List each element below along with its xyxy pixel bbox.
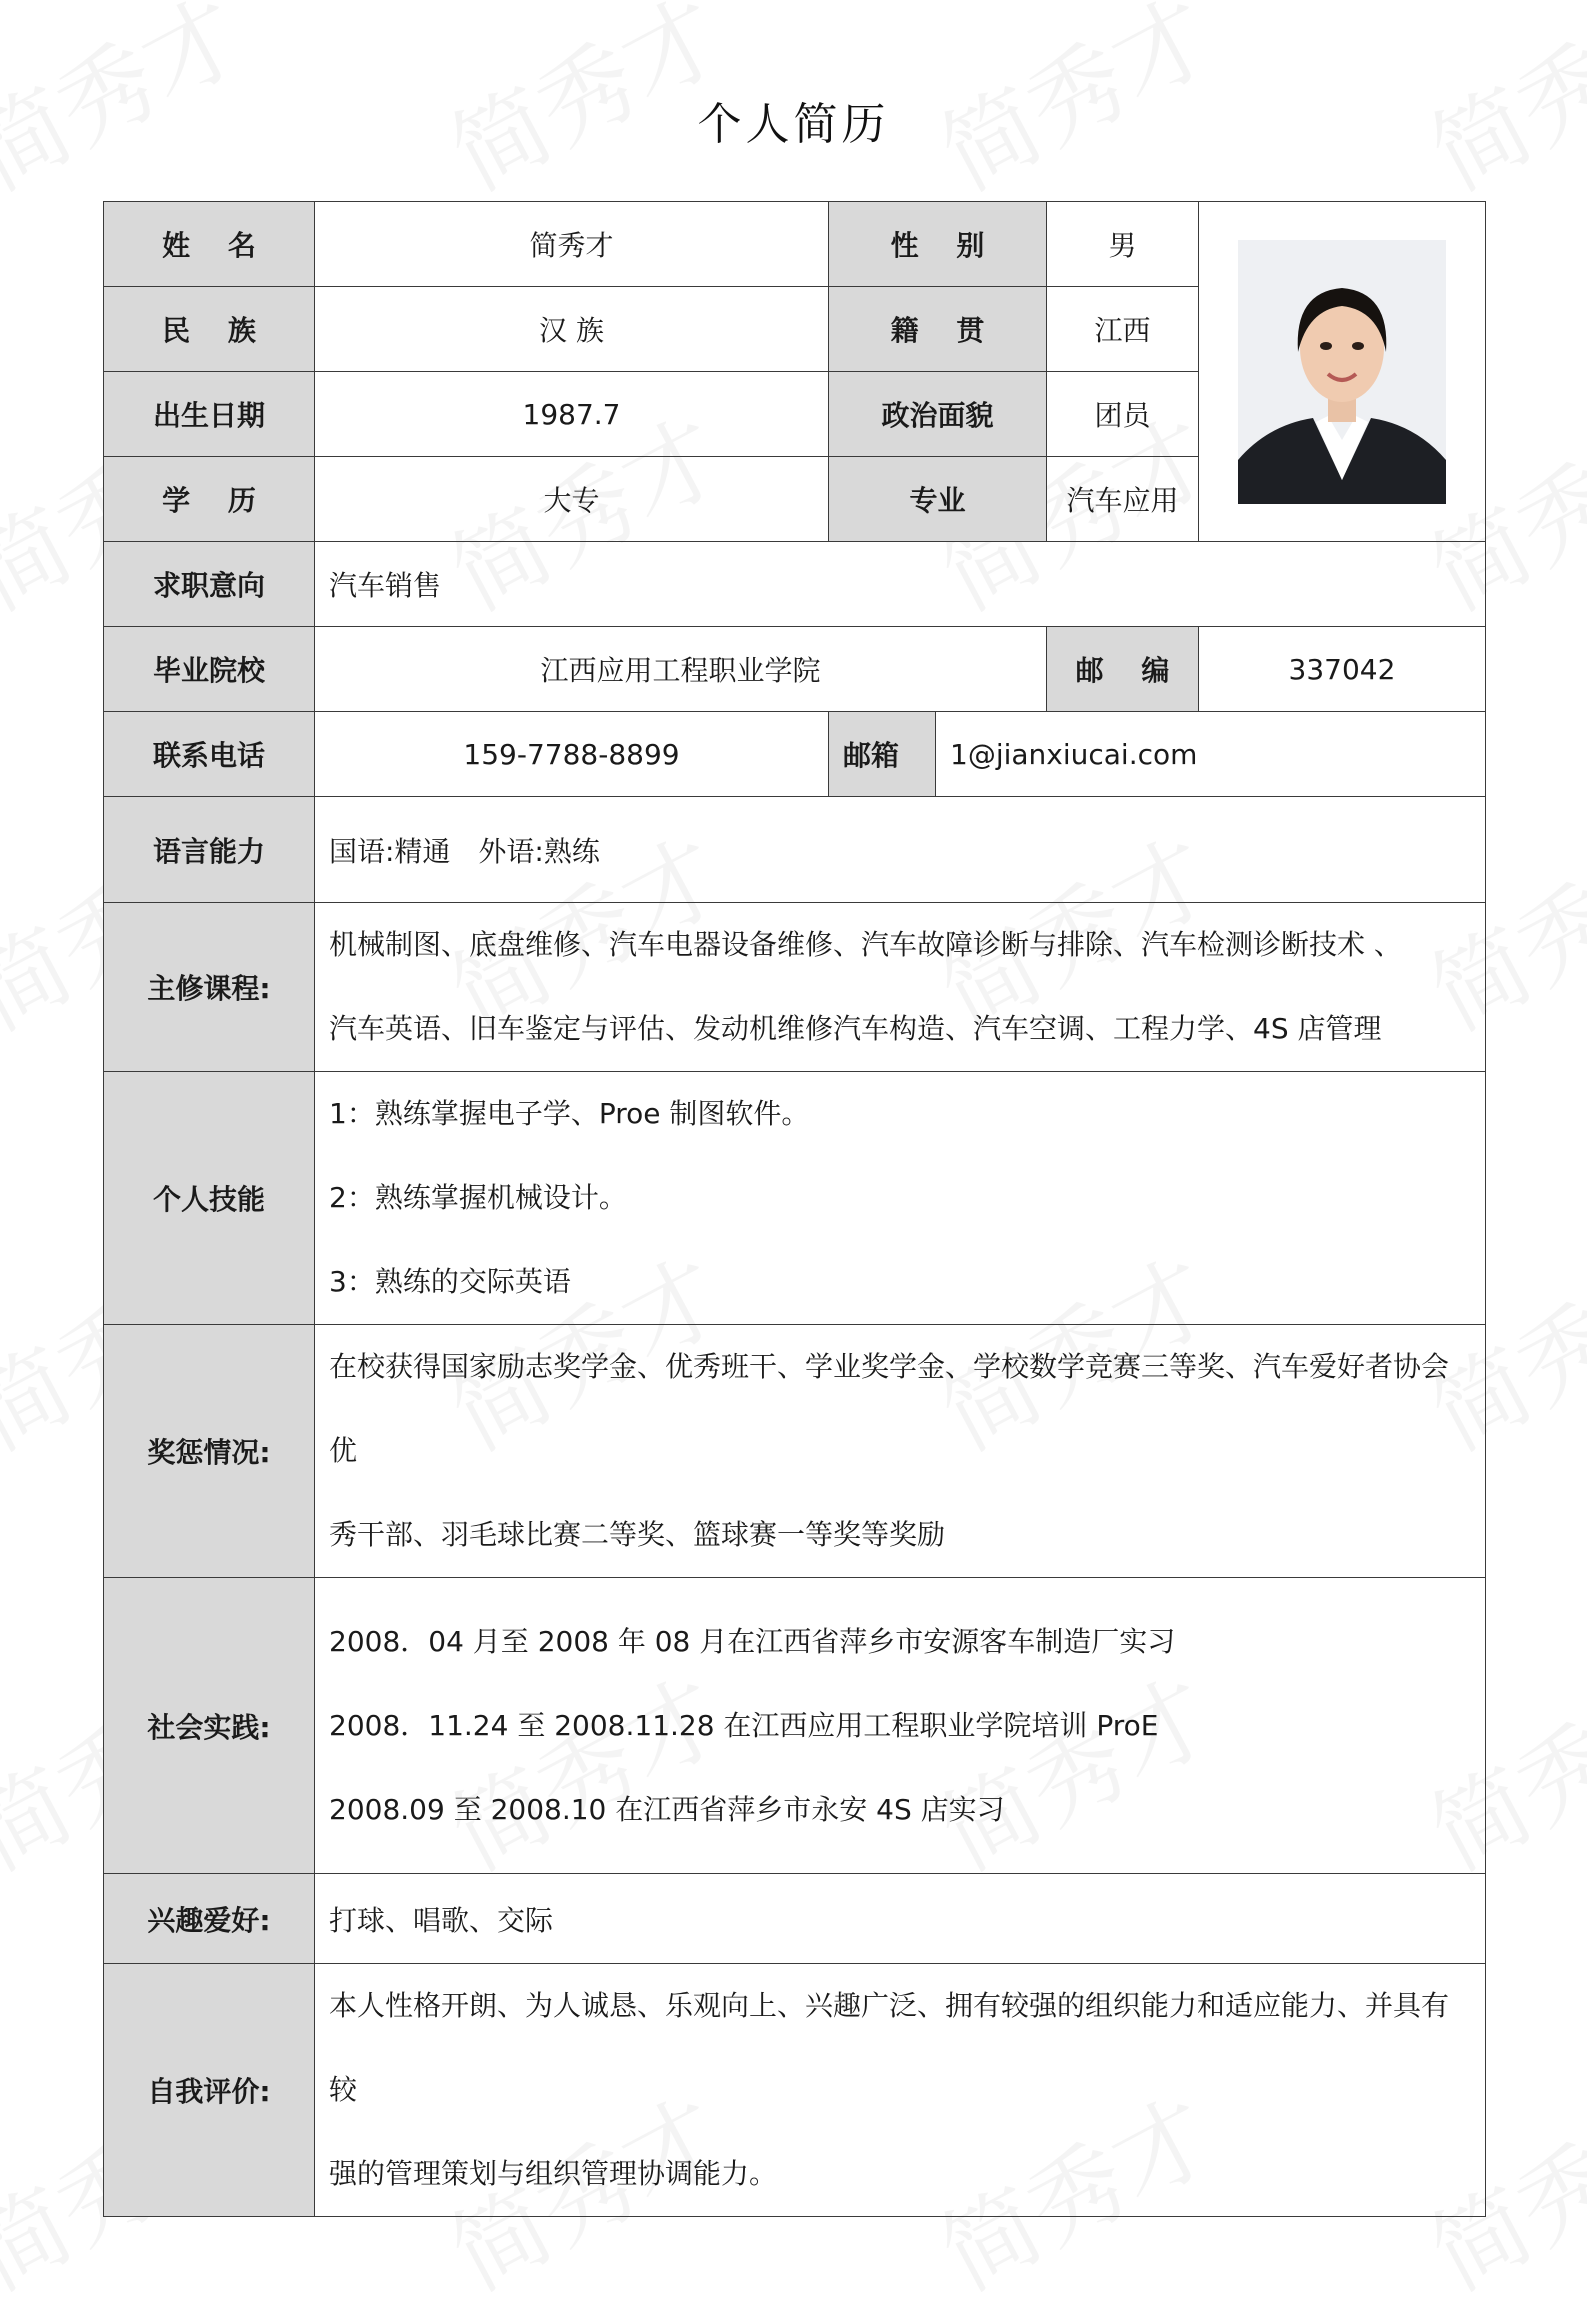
ethnic-label: 民 族 <box>104 287 315 372</box>
skill-line: 3：熟练的交际英语 <box>329 1265 571 1298</box>
awards-value <box>315 1325 1486 1578</box>
name-value: 简秀才 <box>315 202 829 287</box>
school-label: 毕业院校 <box>104 627 315 712</box>
courses-value <box>315 903 1486 1072</box>
row-self <box>104 1964 1486 2217</box>
skills-label: 个人技能 <box>104 1072 315 1325</box>
political-label: 政治面貌 <box>829 372 1047 457</box>
row-school <box>104 627 1486 712</box>
courses-label: 主修课程: <box>104 903 315 1072</box>
phone-label: 联系电话 <box>104 712 315 797</box>
row-skills <box>104 1072 1486 1325</box>
row-name <box>104 202 1486 287</box>
edu-label: 学 历 <box>104 457 315 542</box>
skill-line: 2：熟练掌握机械设计。 <box>329 1181 627 1214</box>
avatar <box>1238 240 1446 504</box>
language-label: 语言能力 <box>104 797 315 903</box>
major-label: 专业 <box>829 457 1047 542</box>
self-label: 自我评价: <box>104 1964 315 2217</box>
zip-label: 邮 编 <box>1047 627 1199 712</box>
gender-value: 男 <box>1047 202 1199 287</box>
job-label: 求职意向 <box>104 542 315 627</box>
political-value: 团员 <box>1047 372 1199 457</box>
course-line: 汽车英语、旧车鉴定与评估、发动机维修汽车构造、汽车空调、工程力学、4S 店管理 <box>329 1012 1382 1045</box>
birth-label: 出生日期 <box>104 372 315 457</box>
resume-table <box>103 201 1486 2217</box>
email-value: 1@jianxiucai.com <box>936 712 1486 797</box>
course-line: 机械制图、底盘维修、汽车电器设备维修、汽车故障诊断与排除、汽车检测诊断技术 、 <box>329 928 1402 961</box>
native-value: 江西 <box>1047 287 1199 372</box>
skills-value <box>315 1072 1486 1325</box>
practice-line: 2008.09 至 2008.10 在江西省萍乡市永安 4S 店实习 <box>329 1792 1005 1826</box>
native-label: 籍 贯 <box>829 287 1047 372</box>
row-hobby <box>104 1874 1486 1964</box>
hobby-label: 兴趣爱好: <box>104 1874 315 1964</box>
practice-line: 2008．04 月至 2008 年 08 月在江西省萍乡市安源客车制造厂实习 <box>329 1624 1176 1658</box>
practice-label: 社会实践: <box>104 1578 315 1874</box>
page-title: 个人简历 <box>697 99 890 150</box>
ethnic-value: 汉 族 <box>315 287 829 372</box>
language-value: 国语:精通 外语:熟练 <box>315 797 1486 903</box>
name-label: 姓 名 <box>104 202 315 287</box>
awards-label: 奖惩情况: <box>104 1325 315 1578</box>
phone-value: 159-7788-8899 <box>315 712 829 797</box>
row-practice <box>104 1578 1486 1874</box>
row-awards <box>104 1325 1486 1578</box>
skill-line: 1：熟练掌握电子学、Proe 制图软件。 <box>329 1097 810 1130</box>
self-value <box>315 1964 1486 2217</box>
photo-cell <box>1199 202 1486 542</box>
practice-value <box>315 1578 1486 1874</box>
email-label: 邮箱 <box>829 712 936 797</box>
job-value: 汽车销售 <box>315 542 1486 627</box>
birth-value: 1987.7 <box>315 372 829 457</box>
award-line: 在校获得国家励志奖学金、优秀班干、学业奖学金、学校数学竞赛三等奖、汽车爱好者协会优 <box>329 1350 1450 1467</box>
award-line: 秀干部、羽毛球比赛二等奖、篮球赛一等奖等奖励 <box>329 1518 946 1551</box>
person-photo-icon <box>1238 240 1446 504</box>
self-line: 本人性格开朗、为人诚恳、乐观向上、兴趣广泛、拥有较强的组织能力和适应能力、并具有较 <box>329 1989 1450 2106</box>
hobby-value: 打球、唱歌、交际 <box>315 1874 1486 1964</box>
school-value: 江西应用工程职业学院 <box>315 627 1047 712</box>
practice-line: 2008．11.24 至 2008.11.28 在江西应用工程职业学院培训 ProE <box>329 1708 1159 1742</box>
row-language <box>104 797 1486 903</box>
row-job <box>104 542 1486 627</box>
edu-value: 大专 <box>315 457 829 542</box>
row-contact <box>104 712 1486 797</box>
major-value: 汽车应用 <box>1047 457 1199 542</box>
gender-label: 性 别 <box>829 202 1047 287</box>
zip-value: 337042 <box>1199 627 1486 712</box>
self-line: 强的管理策划与组织管理协调能力。 <box>329 2157 778 2190</box>
row-courses <box>104 903 1486 1072</box>
